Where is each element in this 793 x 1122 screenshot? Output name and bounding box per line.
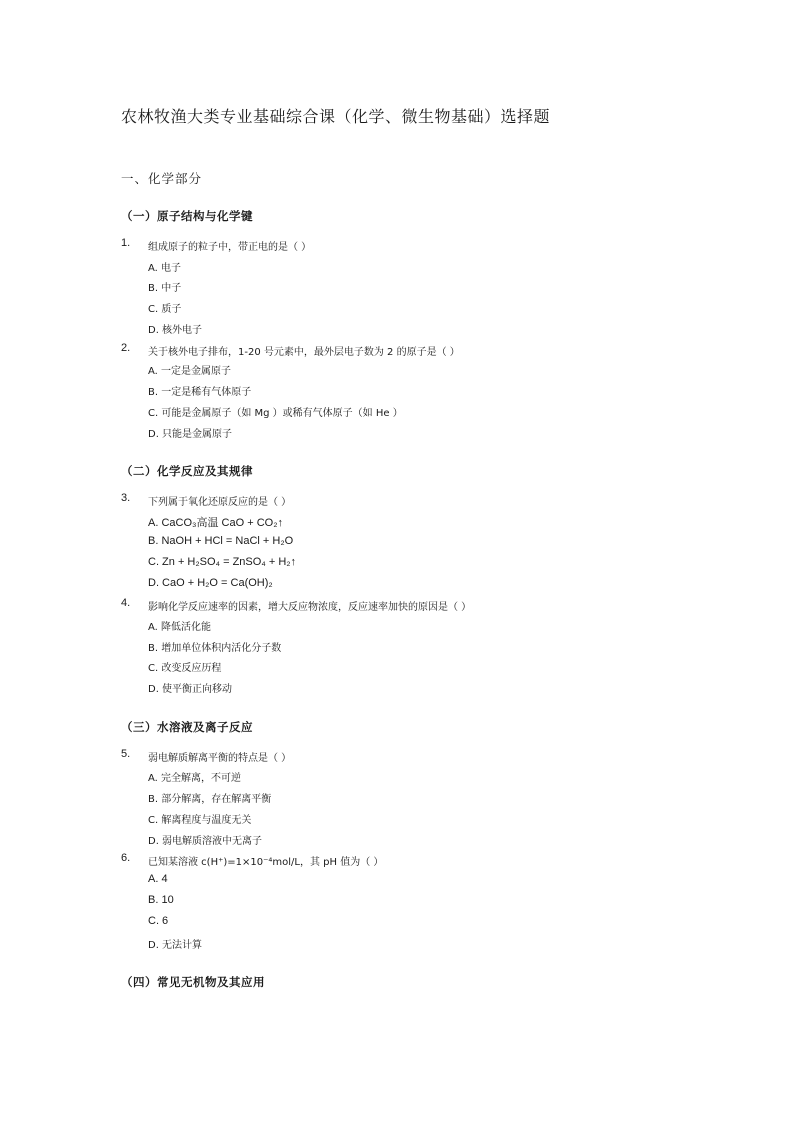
section-heading: （一）原子结构与化学键 <box>121 209 253 223</box>
question-text: 弱电解质解离平衡的特点是（ ） <box>148 753 292 764</box>
answer-option: A. 4 <box>148 873 168 885</box>
answer-option: C. 可能是金属原子（如 Mg ）或稀有气体原子（如 He ） <box>148 408 403 419</box>
question-text: 已知某溶液 c(H⁺)=1×10⁻⁴mol/L，其 pH 值为（ ） <box>148 857 384 868</box>
part-heading: 一、化学部分 <box>121 171 203 186</box>
answer-option: B. 10 <box>148 894 174 906</box>
answer-option: A. 一定是金属原子 <box>148 366 232 377</box>
answer-option: D. CaO + H₂O = Ca(OH)₂ <box>148 577 273 589</box>
section-heading: （四）常见无机物及其应用 <box>121 975 265 989</box>
question-text: 影响化学反应速率的因素，增大反应物浓度，反应速率加快的原因是（ ） <box>148 602 472 613</box>
answer-option: D. 使平衡正向移动 <box>148 684 233 695</box>
section-heading: （二）化学反应及其规律 <box>121 464 253 478</box>
answer-option: D. 弱电解质溶液中无离子 <box>148 836 263 847</box>
answer-option: D. 核外电子 <box>148 325 203 336</box>
question-number: 6. <box>121 852 131 864</box>
answer-option: A. 完全解离，不可逆 <box>148 773 242 784</box>
answer-option: B. NaOH + HCl = NaCl + H₂O <box>148 535 294 547</box>
page-title: 农林牧渔大类专业基础综合课（化学、微生物基础）选择题 <box>121 107 551 126</box>
section-heading: （三）水溶液及离子反应 <box>121 720 253 734</box>
question-text: 关于核外电子排布，1-20 号元素中，最外层电子数为 2 的原子是（ ） <box>148 347 460 358</box>
answer-option: D. 只能是金属原子 <box>148 429 233 440</box>
answer-option: D. 无法计算 <box>148 940 203 951</box>
answer-option: B. 部分解离，存在解离平衡 <box>148 794 272 805</box>
answer-option: C. Zn + H₂SO₄ = ZnSO₄ + H₂↑ <box>148 556 297 568</box>
answer-option: C. 质子 <box>148 304 182 315</box>
question-number: 2. <box>121 342 131 354</box>
question-number: 3. <box>121 492 131 504</box>
answer-option: A. 降低活化能 <box>148 622 212 633</box>
question-number: 1. <box>121 237 131 249</box>
answer-option: C. 解离程度与温度无关 <box>148 815 252 826</box>
answer-option: C. 改变反应历程 <box>148 663 222 674</box>
answer-option: A. CaCO₃高温 CaO + CO₂↑ <box>148 517 283 529</box>
question-number: 5. <box>121 748 131 760</box>
answer-option: B. 一定是稀有气体原子 <box>148 387 252 398</box>
answer-option: B. 增加单位体积内活化分子数 <box>148 643 282 654</box>
answer-option: A. 电子 <box>148 263 182 274</box>
question-text: 组成原子的粒子中，带正电的是（ ） <box>148 242 312 253</box>
question-text: 下列属于氧化还原反应的是（ ） <box>148 497 292 508</box>
answer-option: B. 中子 <box>148 283 182 294</box>
answer-option: C. 6 <box>148 915 169 927</box>
question-number: 4. <box>121 597 131 609</box>
